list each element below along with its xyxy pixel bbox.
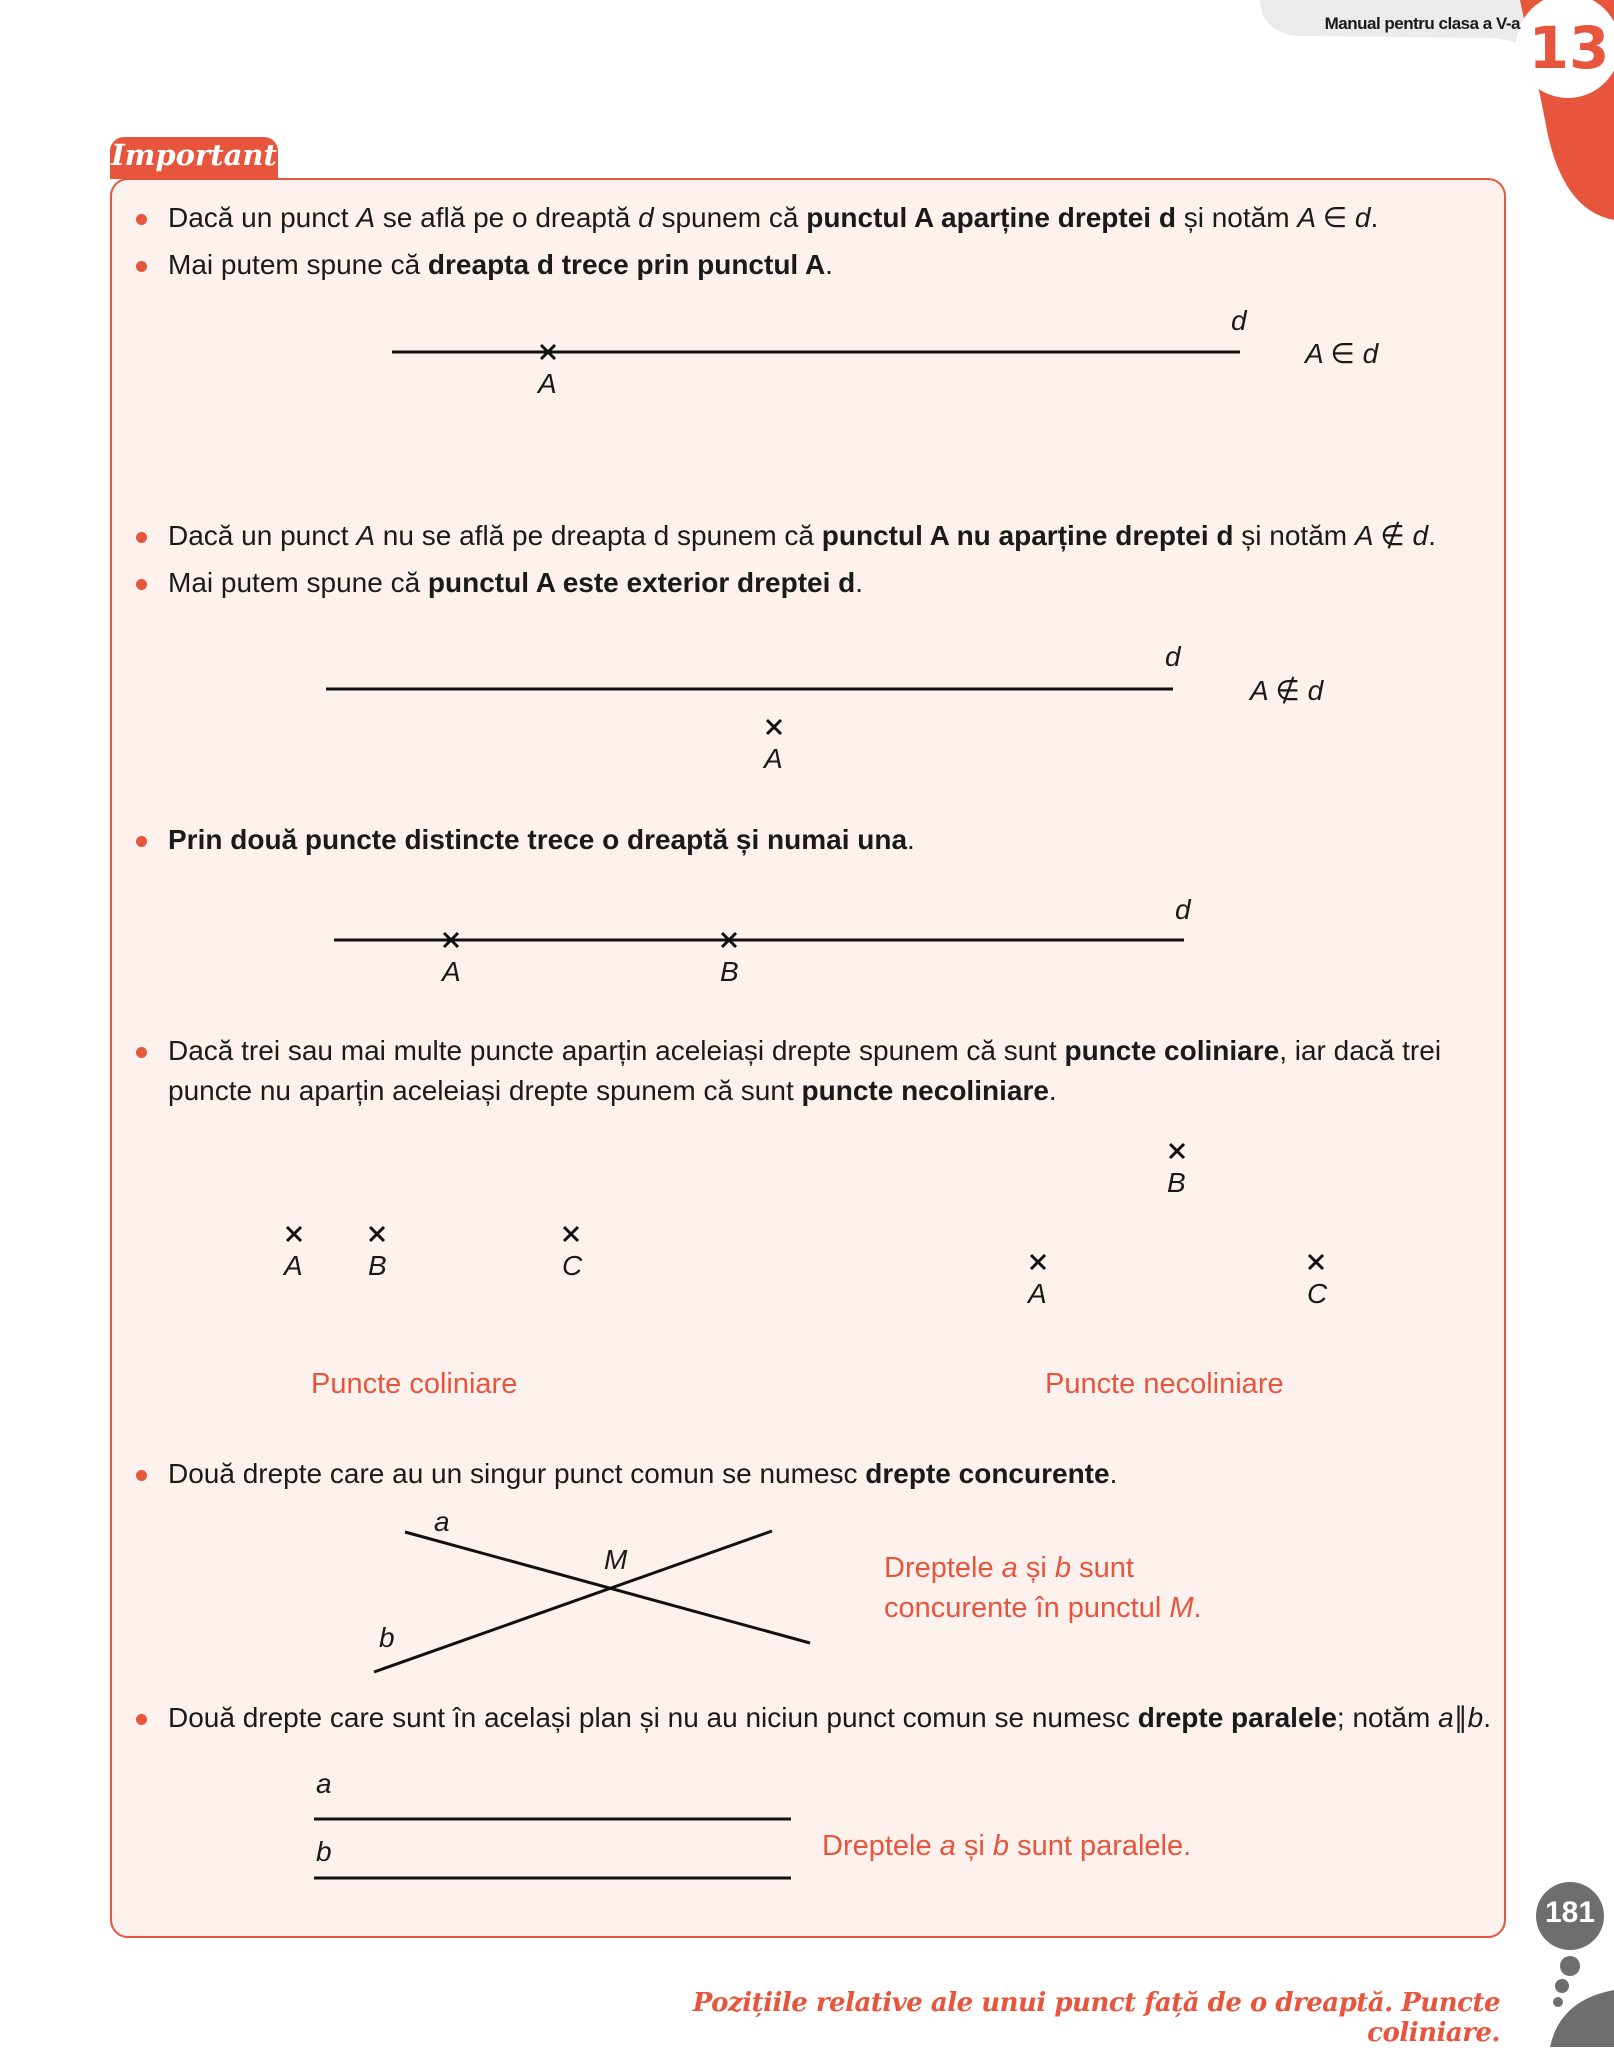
s4-diagram xyxy=(0,1130,1614,1310)
s3-diagram xyxy=(0,880,1614,1000)
s2-line2: Mai putem spune că punctul A este exterior dreptei d. xyxy=(140,563,863,603)
nec-label-B: B xyxy=(1167,1167,1186,1198)
nec-point-C-mark xyxy=(1309,1255,1323,1269)
nec-point-B-mark xyxy=(1170,1144,1184,1158)
line-b xyxy=(374,1531,772,1672)
s5-label-a: a xyxy=(434,1506,450,1537)
s5-label-b: b xyxy=(379,1622,395,1653)
s1-line1: Dacă un punct A se află pe o dreaptă d spunem că punctul A aparține dreptei d și notăm A ∈ d. xyxy=(140,198,1378,238)
chapter-number: 13 xyxy=(1528,14,1610,82)
footer-title: Pozițiile relative ale unui punct față de o dreaptă. Puncte coliniare. xyxy=(692,1988,1500,2048)
s2-notation: A ∉ d xyxy=(1250,675,1324,706)
col-label-C: C xyxy=(562,1250,583,1281)
s2-point-A-mark xyxy=(767,720,781,734)
s3-label-B: B xyxy=(720,956,739,987)
col-point-B-mark xyxy=(370,1227,384,1241)
s5-label-M: M xyxy=(604,1544,628,1575)
s1-notation: A ∈ d xyxy=(1305,338,1379,369)
caption-coliniare: Puncte coliniare xyxy=(311,1368,518,1400)
caption-necoliniare: Puncte necoliniare xyxy=(1045,1368,1284,1400)
s5-caption: Dreptele a și b sunt concurente în punctul M. xyxy=(884,1552,1202,1624)
s3-label-A: A xyxy=(442,956,461,987)
s4-line2: puncte nu aparțin aceleiași drepte spunem că sunt puncte necoliniare. xyxy=(168,1075,1057,1106)
s2-diagram xyxy=(0,600,1614,800)
s5-line: Două drepte care au un singur punct comun se numesc drepte concurente. xyxy=(140,1454,1117,1494)
s5-diagram xyxy=(0,1500,1614,1700)
page-number: 181 xyxy=(1544,1896,1596,1929)
s6-line: Două drepte care sunt în același plan și nu au niciun punct comun se numesc drepte paralele; notăm a∥b. xyxy=(140,1698,1491,1738)
nec-label-A: A xyxy=(1028,1278,1047,1309)
s6-label-a: a xyxy=(316,1768,332,1799)
s6-caption: Dreptele a și b sunt paralele. xyxy=(822,1830,1192,1862)
s6-diagram xyxy=(0,1800,1614,1900)
s2-line1: Dacă un punct A nu se află pe dreapta d spunem că punctul A nu aparține dreptei d și notăm A ∉ d. xyxy=(140,516,1436,556)
important-badge-label: Important xyxy=(111,138,277,172)
s3-line: Prin două puncte distincte trece o dreaptă și numai una. xyxy=(140,820,915,860)
s1-label-d: d xyxy=(1231,305,1247,336)
col-point-A-mark xyxy=(287,1227,301,1241)
nec-point-A-mark xyxy=(1031,1255,1045,1269)
col-label-A: A xyxy=(284,1250,303,1281)
col-point-C-mark xyxy=(564,1227,578,1241)
s1-label-A: A xyxy=(538,368,557,399)
s6-label-b: b xyxy=(316,1836,332,1867)
s2-label-A: A xyxy=(764,743,783,774)
s3-label-d: d xyxy=(1175,894,1191,925)
col-label-B: B xyxy=(368,1250,387,1281)
s4-line1: Dacă trei sau mai multe puncte aparțin aceleiași drepte spunem că sunt puncte coliniare, iar dacă trei xyxy=(140,1031,1441,1071)
nec-label-C: C xyxy=(1307,1278,1328,1309)
s1-line2: Mai putem spune că dreapta d trece prin punctul A. xyxy=(140,245,833,285)
footer-decoration xyxy=(1500,1860,1614,2047)
manual-title: Manual pentru clasa a V-a xyxy=(1324,14,1520,33)
s2-label-d: d xyxy=(1165,641,1181,672)
